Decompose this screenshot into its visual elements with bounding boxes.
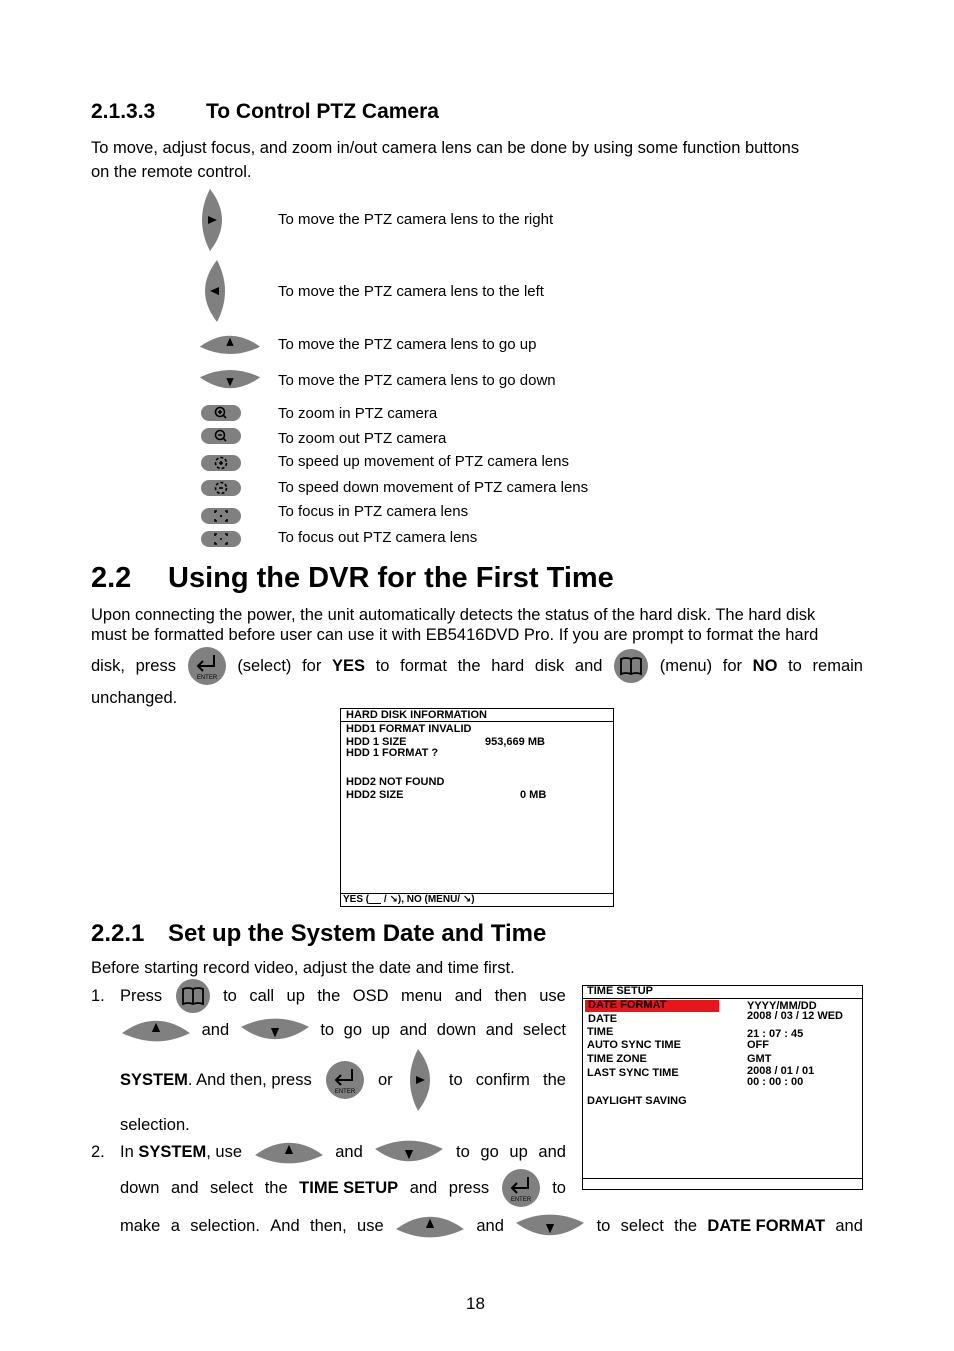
step-number: 1. bbox=[91, 987, 105, 1005]
footer-text: ), NO (MENU/ bbox=[397, 894, 463, 905]
word: and bbox=[335, 1143, 363, 1161]
down-button-icon bbox=[239, 1014, 311, 1046]
word: (select) bbox=[237, 657, 292, 675]
word: select bbox=[210, 1179, 254, 1197]
word: (menu) bbox=[659, 657, 713, 675]
time-setup-label: TIME SETUP bbox=[299, 1179, 399, 1197]
word: to bbox=[320, 1021, 335, 1039]
up-button-icon bbox=[253, 1136, 325, 1168]
up-arrow-button-icon bbox=[198, 330, 262, 358]
osd-row: HDD1 FORMAT INVALID bbox=[346, 723, 472, 735]
word: confirm bbox=[475, 1071, 530, 1089]
function-desc: To speed up movement of PTZ camera lens bbox=[278, 453, 569, 470]
step1-line-3 bbox=[120, 1046, 566, 1114]
word: disk bbox=[534, 657, 565, 675]
word: go bbox=[343, 1021, 363, 1039]
hard-disk-info-screen bbox=[340, 708, 614, 907]
word: and bbox=[170, 1179, 199, 1197]
up-button-icon bbox=[394, 1210, 466, 1242]
osd-row: HDD 1 FORMAT ? bbox=[346, 747, 439, 759]
function-desc: To move the PTZ camera lens to the right bbox=[278, 211, 554, 228]
menu-button-icon bbox=[613, 648, 649, 684]
osd-row-value: 21 : 07 : 45 bbox=[747, 1028, 804, 1040]
osd-row: HDD2 NOT FOUND bbox=[346, 776, 445, 788]
function-desc: To move the PTZ camera lens to the left bbox=[278, 283, 544, 300]
word: and bbox=[409, 1179, 438, 1197]
step2-text bbox=[120, 1142, 242, 1162]
function-desc: To focus in PTZ camera lens bbox=[278, 503, 469, 520]
word: use bbox=[357, 1217, 384, 1235]
word: press bbox=[448, 1179, 490, 1197]
osd-footer bbox=[343, 894, 475, 905]
word: for bbox=[722, 657, 742, 675]
word: the bbox=[264, 1179, 288, 1197]
word: down bbox=[120, 1179, 160, 1197]
osd-row-value: 2008 / 01 / 01 bbox=[747, 1065, 815, 1077]
step1-line-2 bbox=[120, 1013, 566, 1047]
step2-line-1 bbox=[120, 1135, 566, 1169]
word: OSD bbox=[352, 987, 389, 1005]
word: down bbox=[436, 1021, 477, 1039]
down-button-icon bbox=[373, 1136, 445, 1168]
osd-row-value: 0 MB bbox=[520, 789, 547, 801]
word: to bbox=[223, 987, 237, 1005]
word: hard bbox=[491, 657, 525, 675]
word: make bbox=[120, 1217, 161, 1235]
date-format-label: DATE FORMAT bbox=[707, 1217, 826, 1235]
osd-row-label: HDD 1 SIZE bbox=[346, 736, 407, 748]
word: format bbox=[400, 657, 447, 675]
osd-row-value: OFF bbox=[747, 1039, 769, 1051]
word: , use bbox=[206, 1143, 242, 1161]
menu-button-icon bbox=[175, 978, 211, 1014]
word: and bbox=[399, 1021, 428, 1039]
osd-row-label: DATE bbox=[588, 1013, 618, 1025]
section-title: Using the DVR for the First Time bbox=[168, 562, 614, 594]
word: select bbox=[620, 1217, 664, 1235]
function-desc: To focus out PTZ camera lens bbox=[278, 529, 478, 546]
word: selection. bbox=[190, 1217, 260, 1235]
osd-divider bbox=[341, 721, 613, 722]
word: a bbox=[170, 1217, 180, 1235]
word: the bbox=[457, 657, 481, 675]
word: to bbox=[788, 657, 802, 675]
section-number: 2.1.3.3 bbox=[91, 100, 156, 123]
word: And bbox=[270, 1217, 300, 1235]
section-number: 2.2.1 bbox=[91, 920, 145, 947]
page-number: 18 bbox=[466, 1294, 485, 1313]
step1-line-1 bbox=[120, 978, 566, 1014]
word: remain bbox=[812, 657, 863, 675]
osd-row-label: DATE FORMAT bbox=[588, 999, 667, 1011]
word: then, bbox=[310, 1217, 347, 1235]
word: and bbox=[476, 1217, 504, 1235]
osd-row-label: TIME bbox=[587, 1026, 614, 1038]
down-button-icon bbox=[514, 1210, 586, 1242]
focus-in-icon bbox=[200, 507, 242, 525]
osd-row-value: GMT bbox=[747, 1053, 772, 1065]
osd-row-label: LAST SYNC TIME bbox=[587, 1067, 679, 1079]
word: up bbox=[371, 1021, 390, 1039]
step1-line-4: selection. bbox=[120, 1116, 190, 1134]
section-title: To Control PTZ Camera bbox=[206, 100, 439, 123]
paragraph-line-2: must be formatted before user can use it with EB5416DVD Pro. If you are prompt to format the hard bbox=[91, 626, 819, 644]
footer-text: / bbox=[381, 894, 390, 905]
word: to bbox=[552, 1179, 566, 1197]
intro-line-2: on the remote control. bbox=[91, 163, 252, 181]
osd-row-label: TIME ZONE bbox=[587, 1053, 647, 1065]
section-title: Set up the System Date and Time bbox=[168, 920, 547, 947]
word: to bbox=[448, 1071, 463, 1089]
step1-text bbox=[120, 1070, 312, 1090]
system-label: SYSTEM bbox=[120, 1071, 188, 1089]
word: and bbox=[201, 1021, 230, 1039]
zoom-out-icon bbox=[200, 427, 242, 445]
word: the bbox=[542, 1071, 566, 1089]
function-desc: To move the PTZ camera lens to go down bbox=[278, 372, 556, 389]
word: disk, bbox=[91, 657, 125, 675]
yes-label: YES bbox=[332, 657, 366, 675]
speed-down-icon bbox=[200, 479, 242, 497]
word: Press bbox=[120, 987, 163, 1005]
osd-row-label: HDD2 SIZE bbox=[346, 789, 404, 801]
mouse-click-icon: ↘ bbox=[389, 894, 398, 905]
word: the bbox=[674, 1217, 698, 1235]
word: up bbox=[509, 1143, 528, 1161]
focus-out-icon bbox=[200, 530, 242, 548]
osd-row-label: DAYLIGHT SAVING bbox=[587, 1095, 687, 1107]
right-arrow-button-icon bbox=[198, 187, 228, 253]
osd-row-value: YYYY/MM/DD bbox=[747, 1000, 817, 1012]
osd-row-value: 00 : 00 : 00 bbox=[747, 1076, 804, 1088]
word: use bbox=[539, 987, 566, 1005]
word: or bbox=[377, 1071, 393, 1089]
osd-title: TIME SETUP bbox=[587, 985, 654, 997]
word: to bbox=[375, 657, 390, 675]
osd-row-label: AUTO SYNC TIME bbox=[587, 1039, 681, 1051]
speed-up-icon bbox=[200, 454, 242, 472]
section-number: 2.2 bbox=[91, 562, 132, 594]
word: and bbox=[574, 657, 603, 675]
enter-button-icon bbox=[501, 1168, 541, 1208]
function-desc: To move the PTZ camera lens to go up bbox=[278, 336, 537, 353]
paragraph-line-4: unchanged. bbox=[91, 689, 178, 707]
word: to bbox=[456, 1143, 470, 1161]
function-desc: To zoom out PTZ camera bbox=[278, 430, 447, 447]
word: select bbox=[522, 1021, 566, 1039]
function-desc: To zoom in PTZ camera bbox=[278, 405, 438, 422]
left-arrow-button-icon bbox=[199, 258, 229, 324]
footer-text: YES ( bbox=[343, 894, 370, 905]
footer-text: ) bbox=[471, 894, 475, 905]
intro: Before starting record video, adjust the date and time first. bbox=[91, 959, 515, 977]
up-button-icon bbox=[120, 1014, 192, 1046]
osd-row-value: 953,669 MB bbox=[485, 736, 545, 748]
word: In bbox=[120, 1143, 134, 1161]
system-label: SYSTEM bbox=[138, 1143, 207, 1161]
word: call bbox=[249, 987, 275, 1005]
word: menu bbox=[400, 987, 443, 1005]
word: and bbox=[835, 1217, 863, 1235]
word: for bbox=[302, 657, 322, 675]
word: and bbox=[454, 987, 483, 1005]
word: then bbox=[494, 987, 527, 1005]
intro-line-1 bbox=[91, 138, 863, 158]
step2-line-3 bbox=[120, 1209, 863, 1243]
time-setup-screen bbox=[582, 985, 863, 1190]
word: and bbox=[485, 1021, 514, 1039]
word: to bbox=[596, 1217, 611, 1235]
no-label: NO bbox=[752, 657, 778, 675]
enter-button-icon bbox=[187, 646, 227, 686]
word: and bbox=[538, 1143, 566, 1161]
word: press bbox=[135, 657, 176, 675]
osd-divider bbox=[583, 1178, 862, 1179]
mouse-click-icon: ↘ bbox=[462, 894, 472, 905]
word: . And then, press bbox=[187, 1071, 312, 1089]
right-button-icon bbox=[406, 1047, 436, 1113]
word: go bbox=[480, 1143, 499, 1161]
paragraph-line-1: Upon connecting the power, the unit automatically detects the status of the hard disk. The hard disk bbox=[91, 606, 816, 624]
step-number: 2. bbox=[91, 1143, 105, 1161]
paragraph-line-3 bbox=[91, 646, 863, 686]
osd-row-value: 2008 / 03 / 12 WED bbox=[747, 1010, 843, 1022]
word: the bbox=[317, 987, 341, 1005]
step2-line-2 bbox=[120, 1168, 566, 1208]
enter-button-icon bbox=[325, 1060, 365, 1100]
intro-text: To move, adjust focus, and zoom in/out camera lens can be done by using some function buttons bbox=[91, 139, 800, 157]
enter-small-icon bbox=[369, 895, 381, 904]
word: up bbox=[286, 987, 305, 1005]
osd-title: HARD DISK INFORMATION bbox=[346, 709, 487, 721]
zoom-in-icon bbox=[200, 404, 242, 422]
function-desc: To speed down movement of PTZ camera lens bbox=[278, 479, 589, 496]
down-arrow-button-icon bbox=[198, 366, 262, 394]
